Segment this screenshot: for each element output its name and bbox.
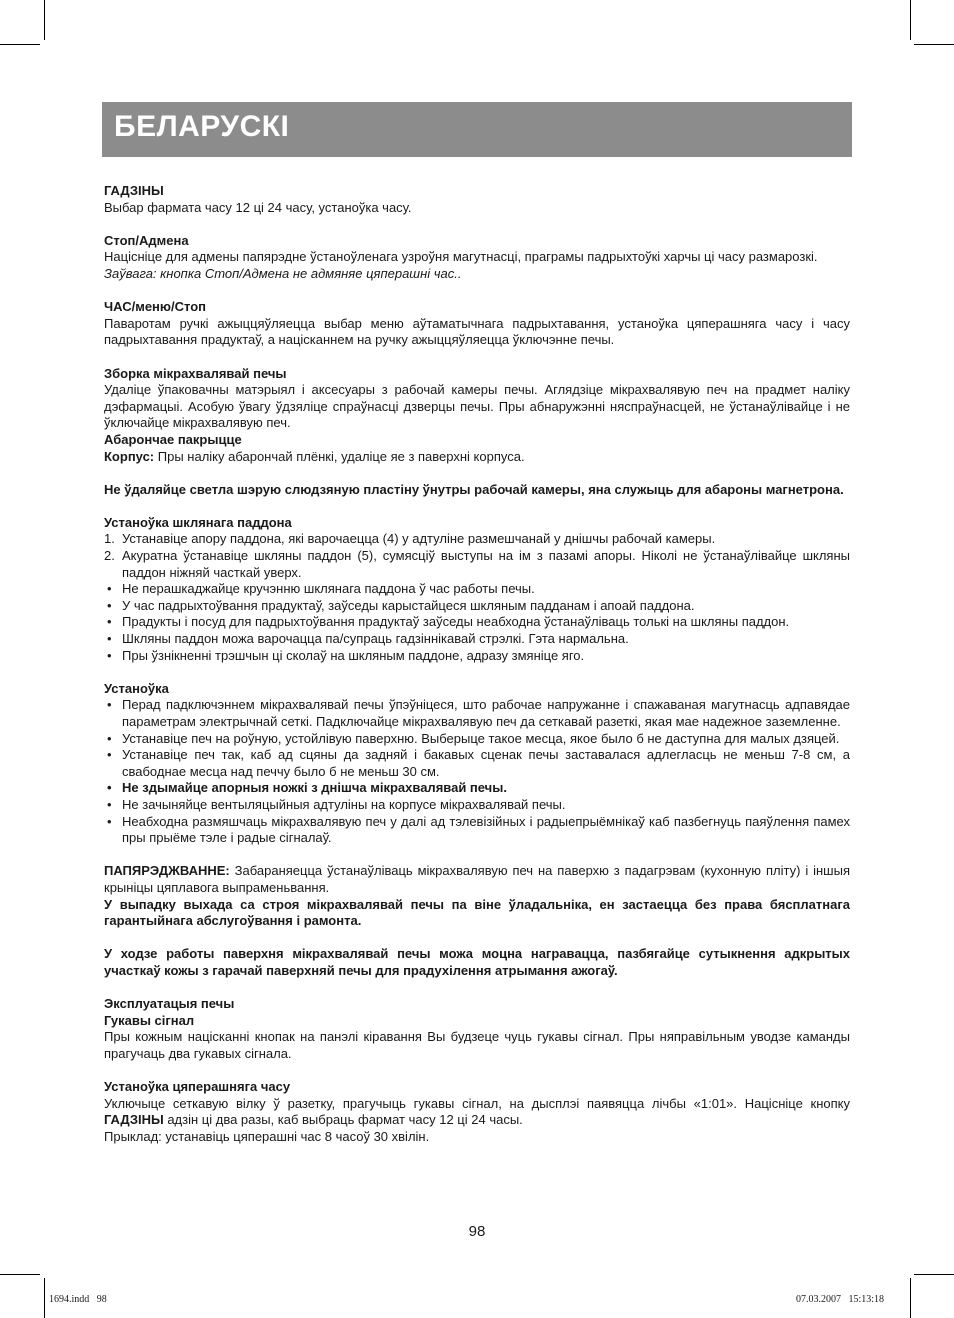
list-text: Устанавіце печ на роўную, устойлівую паверхню. Выберыце такое месца, якое было б не даступна для малых дзяцей.	[122, 730, 840, 746]
sub-heading: Абарончае пакрыцце	[104, 431, 242, 447]
list-item	[104, 797, 850, 814]
warning-text: Не ўдаляйце светла шэрую слюдзяную пластіну ўнутры рабочай камеры, яна служыць для абароны магнетрона.	[104, 481, 844, 497]
bullet-icon: •	[107, 813, 112, 829]
bullet-icon: •	[107, 796, 112, 812]
list-text: Неабходна размяшчаць мікрахвалявую печ у далі ад тэлевізійных і радыепрыёмнікаў каб пазбегнуць паяўлення памех пры прыёме тэле і радые сігналаў.	[122, 813, 850, 846]
section-heading: Стоп/Адмена	[104, 232, 189, 248]
list-marker: 2.	[104, 548, 115, 564]
crop-mark	[910, 0, 911, 40]
list-item	[104, 648, 850, 665]
list-text: Шкляны паддон можа варочацца па/супраць гадзіннікавай стрэлкі. Гэта нармальна.	[122, 631, 629, 647]
list-marker: 1.	[104, 531, 115, 547]
crop-mark	[914, 1274, 954, 1275]
list-item	[104, 581, 850, 598]
crop-mark	[914, 44, 954, 45]
section-heading: Устаноўка шклянага паддона	[104, 514, 292, 530]
date-slug: 07.03.2007 15:13:18	[795, 1294, 884, 1305]
paragraph	[104, 1096, 850, 1129]
crop-mark	[0, 44, 40, 45]
list-item	[104, 598, 850, 615]
inline-label: ПАПЯРЭДЖВАННЕ:	[104, 863, 230, 879]
file-slug: 1694.indd 98	[49, 1294, 107, 1305]
bullet-list	[104, 581, 850, 664]
paragraph	[104, 449, 850, 466]
list-text: Не зачыняйце вентыляцыйныя адтуліны на корпусе мікрахвалявай печы.	[122, 796, 566, 812]
section-heading: Эксплуатацыя печы	[104, 996, 235, 1012]
numbered-list	[104, 531, 850, 581]
list-text: Акуратна ўстанавіце шкляны паддон (5), сумясціў выступы на ім з пазамі апоры. Ніколі не ўстанаўлівайце шкляны паддон ніжняй часткай уверх.	[122, 548, 850, 580]
list-text: Не здымайце апорныя ножкі з днішча мікрахвалявай печы.	[122, 780, 507, 796]
bullet-icon: •	[107, 747, 112, 763]
warranty-warning: У выпадку выхада са строя мікрахвалявай печы па віне ўладальніка, ен застаецца без права бясплатнага гарантыйнага абслугоўвання і рамонта.	[104, 896, 850, 929]
list-item	[104, 747, 850, 780]
bullet-icon: •	[107, 780, 112, 796]
list-text: Устанавіце печ так, каб ад сцяны да задняй і бакавых сценак печы заставалася адлегласць не меньш 7-8 см, а свабоднае месца над печчу было б не меньш 30 см.	[122, 747, 850, 779]
crop-mark	[44, 1278, 45, 1318]
hot-surface-warning: У ходзе работы паверхня мікрахвалявай печы можа моцна награвацца, пазбягайце сутыкнення адкрытых участкаў кожы з гарачай паверхняй печы для прадухілення атрымання ажогаў.	[104, 946, 850, 978]
list-item	[104, 631, 850, 648]
list-item	[104, 780, 850, 797]
page-number: 98	[468, 1223, 486, 1240]
crop-mark	[44, 0, 45, 40]
list-text: Прадукты і посуд для падрыхтоўвання прадуктаў заўседы неабходна ўстанаўліваць толькі на шкляны паддон.	[122, 614, 790, 630]
sub-heading: Устаноўка цяперашняга часу	[104, 1079, 291, 1095]
inline-text: адзін ці два разы, каб выбраць фармат часу 12 ці 24 часы.	[163, 1112, 523, 1128]
warning-paragraph	[104, 863, 850, 896]
paragraph: Выбар фармата часу 12 ці 24 часу, устаноўка часу.	[104, 199, 412, 215]
bullet-icon: •	[107, 614, 112, 630]
bullet-icon: •	[107, 697, 112, 713]
list-item	[104, 814, 850, 847]
inline-label: ГАДЗІНЫ	[104, 1112, 164, 1128]
bullet-icon: •	[107, 631, 112, 647]
section-heading: Зборка мікрахвалявай печы	[104, 365, 287, 381]
inline-text: Уключыце сеткавую вілку ў разетку, прагучыць гукавы сігнал, на дысплэі паявяцца лічбы «1:01». Націсніце кнопку	[104, 1095, 850, 1111]
language-banner	[102, 102, 852, 157]
section-heading: Устаноўка	[104, 680, 169, 696]
bullet-icon: •	[107, 647, 112, 663]
list-item	[104, 531, 850, 548]
list-text: Не перашкаджайце кручэнню шклянага паддона ў час работы печы.	[122, 581, 535, 597]
inline-label: Корпус:	[104, 448, 155, 464]
section-heading: ГАДЗІНЫ	[104, 183, 164, 198]
bullet-icon: •	[107, 581, 112, 597]
bullet-icon: •	[107, 597, 112, 613]
list-item	[104, 731, 850, 748]
crop-mark	[0, 1274, 40, 1275]
note: Заўвага: кнопка Стоп/Адмена не адмяняе цяперашні час..	[104, 265, 462, 281]
list-text: Устанавіце апору паддона, які варочаецца (4) у адтуліне размешчанай у днішчы рабочай камеры.	[122, 531, 716, 547]
paragraph: Прыклад: устанавіць цяперашні час 8 часоў 30 хвілін.	[104, 1128, 430, 1144]
list-item	[104, 697, 850, 730]
paragraph: Пры кожным націсканні кнопак на панэлі кіравання Вы будзеце чуць гукавы сігнал. Пры няправільным уводзе каманды прагучаць два гукавых сігнала.	[104, 1029, 850, 1061]
paragraph: Удаліце ўпаковачны матэрыял і аксесуары з рабочай камеры печы. Аглядзіце мікрахвалявую печ на прадмет наліку дэфармацыі. Асобую ўвагу ўдзяліце спраўнасці дзверцы печы. Пры абнаружэнні няспраўнасцей, не ўстанаўлівайце і не ўключайце мікрахвалявую печ.	[104, 382, 850, 431]
crop-mark	[910, 1278, 911, 1318]
banner-title: БЕЛАРУСКІ	[114, 110, 290, 143]
bullet-list	[104, 697, 850, 846]
paragraph: Націсніце для адмены папярэдне ўстаноўленага узроўня магутнасці, праграмы падрыхтоўкі харчы ці часу размарозкі.	[104, 249, 818, 265]
sub-heading: Гукавы сігнал	[104, 1012, 195, 1028]
list-item	[104, 614, 850, 631]
manual-content	[104, 183, 850, 1145]
list-text: Перад падключэннем мікрахвалявай печы ўпэўніцеся, што рабочае напружанне і спажаваная магутнасць адпавядае параметрам электрычнай сеткі. Падключайце мікрахвалявую печ да сеткавай разеткі, якая мае надежное заземленне.	[122, 697, 850, 729]
list-text: У час падрыхтоўвання прадуктаў, заўседы карыстайцеся шкляным падданам і апоай паддона.	[122, 597, 695, 613]
section-heading: ЧАС/меню/Стоп	[104, 299, 206, 315]
list-item	[104, 548, 850, 581]
inline-text: Забараняецца ўстанаўліваць мікрахвалявую печ на паверхю з падагрэвам (кухонную пліту) і іншыя крыніцы цяплавога выпраменьвання.	[104, 863, 850, 895]
list-text: Пры ўзнікненні трэшчын ці сколаў на шкляным паддоне, адразу змяніце яго.	[122, 647, 585, 663]
paragraph: Паваротам ручкі ажыццяўляецца выбар меню аўтаматычнага падрыхтавання, устаноўка цяперашняга часу і часу падрыхтавання прадуктаў, а націсканнем на ручку ажыццяўляецца ўключэнне печы.	[104, 315, 850, 348]
bullet-icon: •	[107, 730, 112, 746]
inline-text: Пры наліку абарончай плёнкі, удаліце яе з паверхні корпуса.	[154, 448, 525, 464]
